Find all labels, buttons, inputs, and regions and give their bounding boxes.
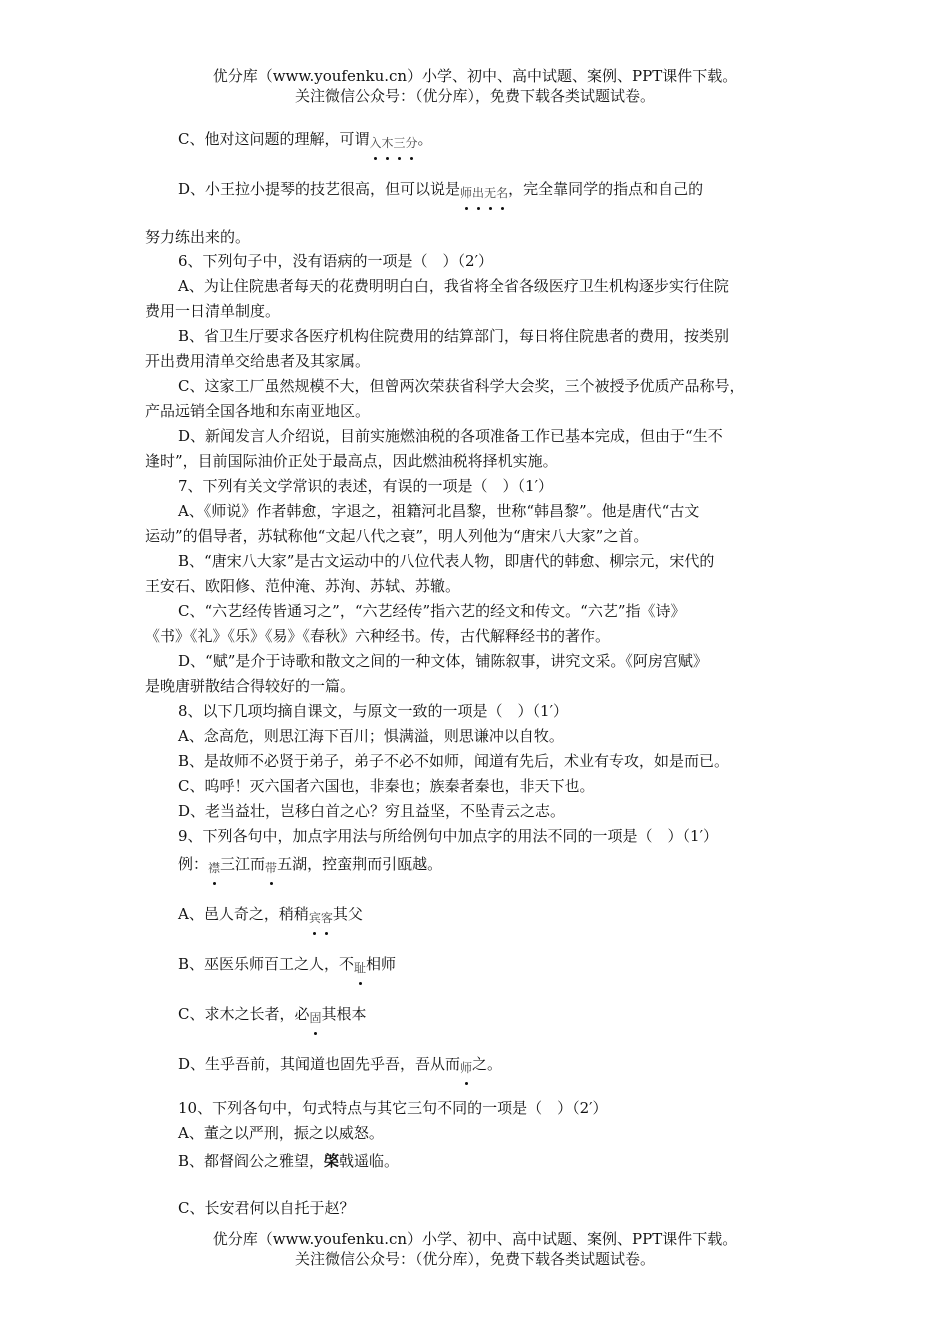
q8-option-c: C、呜呼！灭六国者六国也，非秦也；族秦者秦也，非天下也。 — [178, 777, 595, 795]
emphasis-char: 木 — [382, 132, 394, 154]
q9-b-text-end: 相师 — [366, 955, 397, 973]
emphasis-char: 带 — [265, 857, 277, 879]
q10-b-special-char: 棨 — [324, 1152, 340, 1170]
q9-option-c — [178, 1003, 367, 1029]
q6-option-b-cont: 开出费用清单交给患者及其家属。 — [145, 352, 371, 370]
q8-stem: 8、以下几项均摘自课文，与原文一致的一项是（ ）（1′） — [178, 702, 568, 720]
q6-option-c-cont: 产品远销全国各地和东南亚地区。 — [145, 402, 371, 420]
q7-option-d: D、“赋”是介于诗歌和散文之间的一种文体，铺陈叙事，讲究文采。《阿房宫赋》 — [178, 652, 708, 670]
q10-option-c: C、长安君何以自托于赵？ — [178, 1199, 355, 1217]
q9-example-text-end: 五湖，控蛮荆而引瓯越。 — [277, 855, 443, 873]
emphasis-char: 名 — [496, 182, 508, 204]
q7-option-c: C、“六艺经传皆通习之”，“六艺经传”指六艺的经文和传文。“六艺”指《诗》 — [178, 602, 686, 620]
q10-b-text-end: 戟遥临。 — [339, 1152, 400, 1170]
page-header-line-2: 关注微信公众号：（优分库），免费下载各类试题试卷。 — [294, 87, 655, 105]
q7-option-a: A、《师说》作者韩愈，字退之，祖籍河北昌黎，世称“韩昌黎”。他是唐代“古文 — [178, 502, 700, 520]
q10-option-a: A、董之以严刑，振之以威怒。 — [178, 1124, 384, 1142]
q6-option-b: B、省卫生厅要求各医疗机构住院费用的结算部门，每日将住院患者的费用，按类别 — [178, 327, 730, 345]
q6-option-a-cont: 费用一日清单制度。 — [145, 302, 281, 320]
q5-option-d — [178, 178, 703, 204]
q7-stem: 7、下列有关文学常识的表述，有误的一项是（ ）（1′） — [178, 477, 553, 495]
q9-option-a — [178, 903, 363, 929]
q9-c-text-end: 其根本 — [321, 1005, 367, 1023]
page-footer-line-1: 优分库（www.youfenku.cn）小学、初中、高中试题、案例、PPT课件下载。 — [212, 1230, 738, 1248]
q9-option-b — [178, 953, 396, 979]
q9-a-text-end: 其父 — [332, 905, 363, 923]
emphasis-char: 入 — [369, 132, 381, 154]
q9-d-text-end: 之。 — [472, 1055, 503, 1073]
q6-option-c: C、这家工厂虽然规模不大，但曾两次荣获省科学大会奖，三个被授予优质产品称号， — [178, 377, 745, 395]
q9-b-text: B、巫医乐师百工之人，不 — [178, 955, 355, 973]
q5-option-c — [178, 128, 433, 154]
q9-d-text: D、生乎吾前，其闻道也固先乎吾，吾从而 — [178, 1055, 461, 1073]
emphasis-char: 客 — [321, 907, 333, 929]
q10-b-text: B、都督阎公之雅望， — [178, 1152, 325, 1170]
q9-c-text: C、求木之长者，必 — [178, 1005, 310, 1023]
q7-option-b-cont: 王安石、欧阳修、范仲淹、苏洵、苏轼、苏辙。 — [145, 577, 461, 595]
emphasis-char: 宾 — [309, 907, 321, 929]
q9-option-d — [178, 1053, 502, 1079]
q9-example-label: 例： — [178, 855, 209, 873]
q10-option-b — [178, 1150, 399, 1172]
q9-stem: 9、下列各句中，加点字用法与所给例句中加点字的用法不同的一项是（ ）（1′） — [178, 827, 718, 845]
q5-d-text: D、小王拉小提琴的技艺很高，但可以说是 — [178, 180, 461, 198]
emphasis-char: 分 — [406, 132, 418, 154]
emphasis-char: 师 — [460, 182, 472, 204]
q7-option-c-cont: 《书》《礼》《乐》《易》《春秋》六种经书。传，古代解释经书的著作。 — [145, 627, 611, 645]
q6-option-a: A、为让住院患者每天的花费明明白白，我省将全省各级医疗卫生机构逐步实行住院 — [178, 277, 729, 295]
q6-option-d: D、新闻发言人介绍说，目前实施燃油税的各项准备工作已基本完成，但由于“生不 — [178, 427, 723, 445]
emphasis-char: 三 — [394, 132, 406, 154]
emphasis-char: 出 — [472, 182, 484, 204]
q8-option-b: B、是故师不必贤于弟子，弟子不必不如师，闻道有先后，术业有专攻，如是而已。 — [178, 752, 730, 770]
page-footer-line-2: 关注微信公众号：（优分库），免费下载各类试题试卷。 — [294, 1250, 655, 1268]
q5-c-end: 。 — [417, 130, 433, 148]
emphasis-char: 师 — [460, 1057, 472, 1079]
q8-option-a: A、念高危，则思江海下百川；惧满溢，则思谦冲以自牧。 — [178, 727, 564, 745]
q5-c-text: C、他对这问题的理解，可谓 — [178, 130, 370, 148]
q7-option-b: B、“唐宋八大家”是古文运动中的八位代表人物，即唐代的韩愈、柳宗元，宋代的 — [178, 552, 715, 570]
q6-stem: 6、下列句子中，没有语病的一项是（ ）（2′） — [178, 252, 493, 270]
q9-example-text: 三江而 — [220, 855, 266, 873]
q7-option-a-cont: 运动”的倡导者，苏轼称他“文起八代之衰”，明人列他为“唐宋八大家”之首。 — [145, 527, 649, 545]
q8-option-d: D、老当益壮，岂移白首之心？穷且益坚，不坠青云之志。 — [178, 802, 566, 820]
q5-d-text-end: ，完全靠同学的指点和自己的 — [508, 180, 704, 198]
q5-d-continuation: 努力练出来的。 — [145, 228, 251, 246]
emphasis-char: 襟 — [208, 857, 220, 879]
q9-a-text: A、邑人奇之，稍稍 — [178, 905, 309, 923]
emphasis-char: 无 — [484, 182, 496, 204]
q7-option-d-cont: 是晚唐骈散结合得较好的一篇。 — [145, 677, 356, 695]
q6-option-d-cont: 逢时”，目前国际油价正处于最高点，因此燃油税将择机实施。 — [145, 452, 558, 470]
emphasis-char: 耻 — [354, 957, 366, 979]
page-header-line-1: 优分库（www.youfenku.cn）小学、初中、高中试题、案例、PPT课件下载。 — [212, 67, 738, 85]
q10-stem: 10、下列各句中，句式特点与其它三句不同的一项是（ ）（2′） — [178, 1099, 608, 1117]
emphasis-char: 固 — [309, 1007, 321, 1029]
q9-example — [178, 853, 442, 879]
